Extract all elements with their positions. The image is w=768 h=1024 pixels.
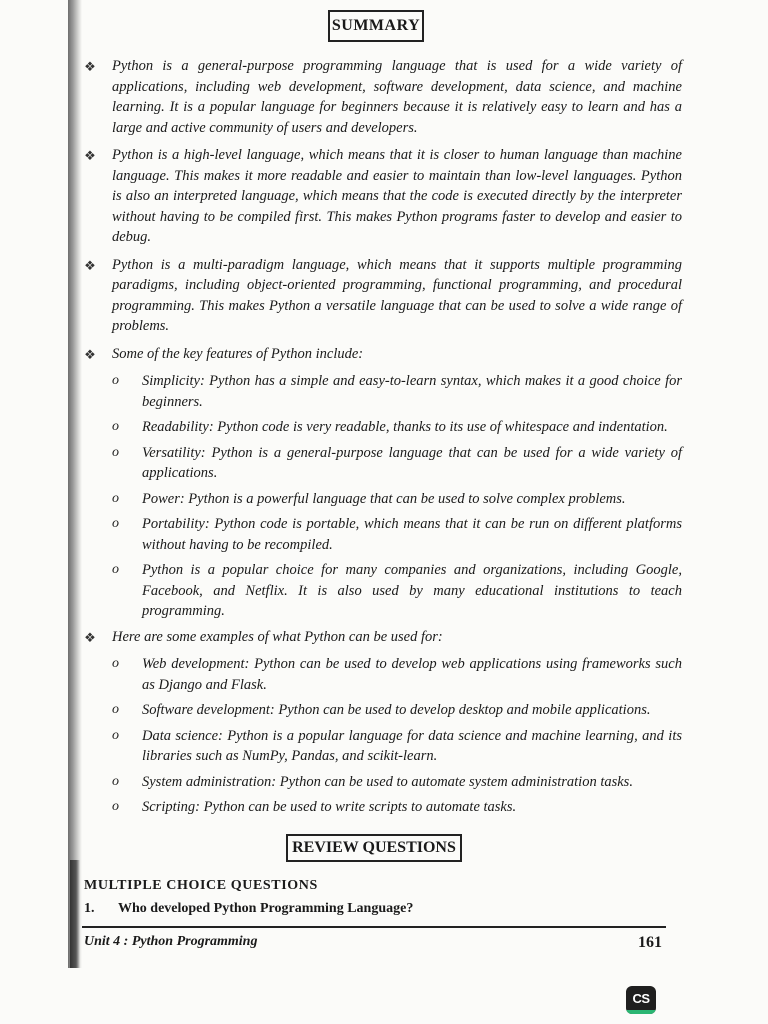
summary-point [82, 145, 682, 248]
use-example-item [82, 772, 682, 793]
diamond-bullet-icon: ❖ [84, 59, 96, 74]
summary-point-text: Python is a high-level language, which means that it is closer to human language than machine language. This makes it more readable and easier to maintain than low-level languages. Python is also an interpreted language, which means that the code is executed directly by the interpreter without having to be compiled first. This makes Python programs faster to develop and easier to debug. [112, 147, 682, 245]
use-example-item [82, 797, 682, 818]
feature-item-text: Readability: Python code is very readable, thanks to its use of whitespace and indentation. [142, 419, 668, 435]
circle-bullet-icon: o [112, 516, 119, 531]
feature-item-text: Power: Python is a powerful language that can be used to solve complex problems. [142, 490, 626, 507]
feature-item [82, 489, 682, 510]
summary-point [82, 56, 682, 138]
review-questions-heading: REVIEW QUESTIONS [286, 834, 462, 862]
summary-point-text: Some of the key features of Python include: [112, 345, 364, 362]
page-binding-edge [70, 860, 80, 968]
diamond-bullet-icon: ❖ [84, 257, 96, 273]
feature-item [82, 371, 682, 412]
circle-bullet-icon: o [112, 562, 119, 577]
diamond-bullet-icon: ❖ [84, 629, 96, 645]
use-example-text: Scripting: Python can be used to write scripts to automate tasks. [142, 799, 517, 815]
scanner-badge-stripe [626, 1010, 656, 1014]
footer-unit-title: Unit 4 : Python Programming [84, 934, 258, 949]
camscanner-logo-icon [626, 986, 656, 1014]
summary-point [82, 627, 682, 648]
use-example-text: Web development: Python can be used to develop web applications using frameworks such as Django and Flask. [142, 656, 682, 693]
diamond-bullet-icon: ❖ [84, 346, 96, 362]
use-example-item [82, 654, 682, 695]
circle-bullet-icon: o [112, 373, 119, 388]
feature-item [82, 514, 682, 555]
feature-item [82, 560, 682, 622]
question-number: 1. [84, 901, 95, 916]
circle-bullet-icon: o [112, 490, 119, 506]
summary-point-text: Here are some examples of what Python can be used for: [112, 628, 443, 645]
use-example-text: Software development: Python can be used to develop desktop and mobile applications. [142, 702, 651, 718]
use-example-text: System administration: Python can be used to automate system administration tasks. [142, 773, 633, 790]
scanner-badge-text: CS [632, 991, 650, 1006]
book-page [82, 0, 682, 968]
circle-bullet-icon: o [112, 444, 119, 460]
feature-item-text: Portability: Python code is portable, which means that it can be run on different platforms without having to be recompiled. [142, 516, 682, 553]
summary-heading: SUMMARY [328, 10, 424, 42]
use-example-item [82, 700, 682, 721]
circle-bullet-icon: o [112, 702, 119, 717]
footer-divider [82, 926, 666, 928]
circle-bullet-icon: o [112, 773, 119, 789]
mcq-heading: MULTIPLE CHOICE QUESTIONS [84, 878, 318, 893]
use-example-text: Data science: Python is a popular language for data science and machine learning, and its libraries such as NumPy, Pandas, and scikit-learn. [142, 727, 682, 764]
summary-point [82, 344, 682, 365]
circle-bullet-icon: o [112, 799, 119, 814]
feature-item [82, 443, 682, 484]
circle-bullet-icon: o [112, 656, 119, 671]
feature-item-text: Python is a popular choice for many companies and organizations, including Google, Facebook, and Netflix. It is also used by many educational institutions to teach programming. [142, 562, 682, 619]
summary-content [82, 56, 682, 823]
feature-item-text: Simplicity: Python has a simple and easy-to-learn syntax, which makes it a good choice for beginners. [142, 373, 682, 410]
summary-point-text: Python is a multi-paradigm language, which means that it supports multiple programming paradigms, including object-oriented programming, functional programming, and procedural programming. This makes Python a versatile language that can be used to solve a wide range of problems. [112, 256, 682, 334]
page-binding-shadow [68, 0, 82, 968]
circle-bullet-icon: o [112, 419, 119, 434]
feature-item-text: Versatility: Python is a general-purpose language that can be used for a wide variety of applications. [142, 444, 682, 481]
circle-bullet-icon: o [112, 727, 119, 743]
diamond-bullet-icon: ❖ [84, 148, 96, 163]
question-text: Who developed Python Programming Language? [118, 901, 414, 916]
use-example-item [82, 726, 682, 767]
summary-point [82, 255, 682, 337]
page-number: 161 [638, 934, 662, 951]
feature-item [82, 417, 682, 438]
summary-point-text: Python is a general-purpose programming language that is used for a wide variety of applications, including web development, software development, data science, and machine learning. It is a popular language for beginners because it is relatively easy to learn and has a large and active community of users and developers. [112, 58, 682, 136]
